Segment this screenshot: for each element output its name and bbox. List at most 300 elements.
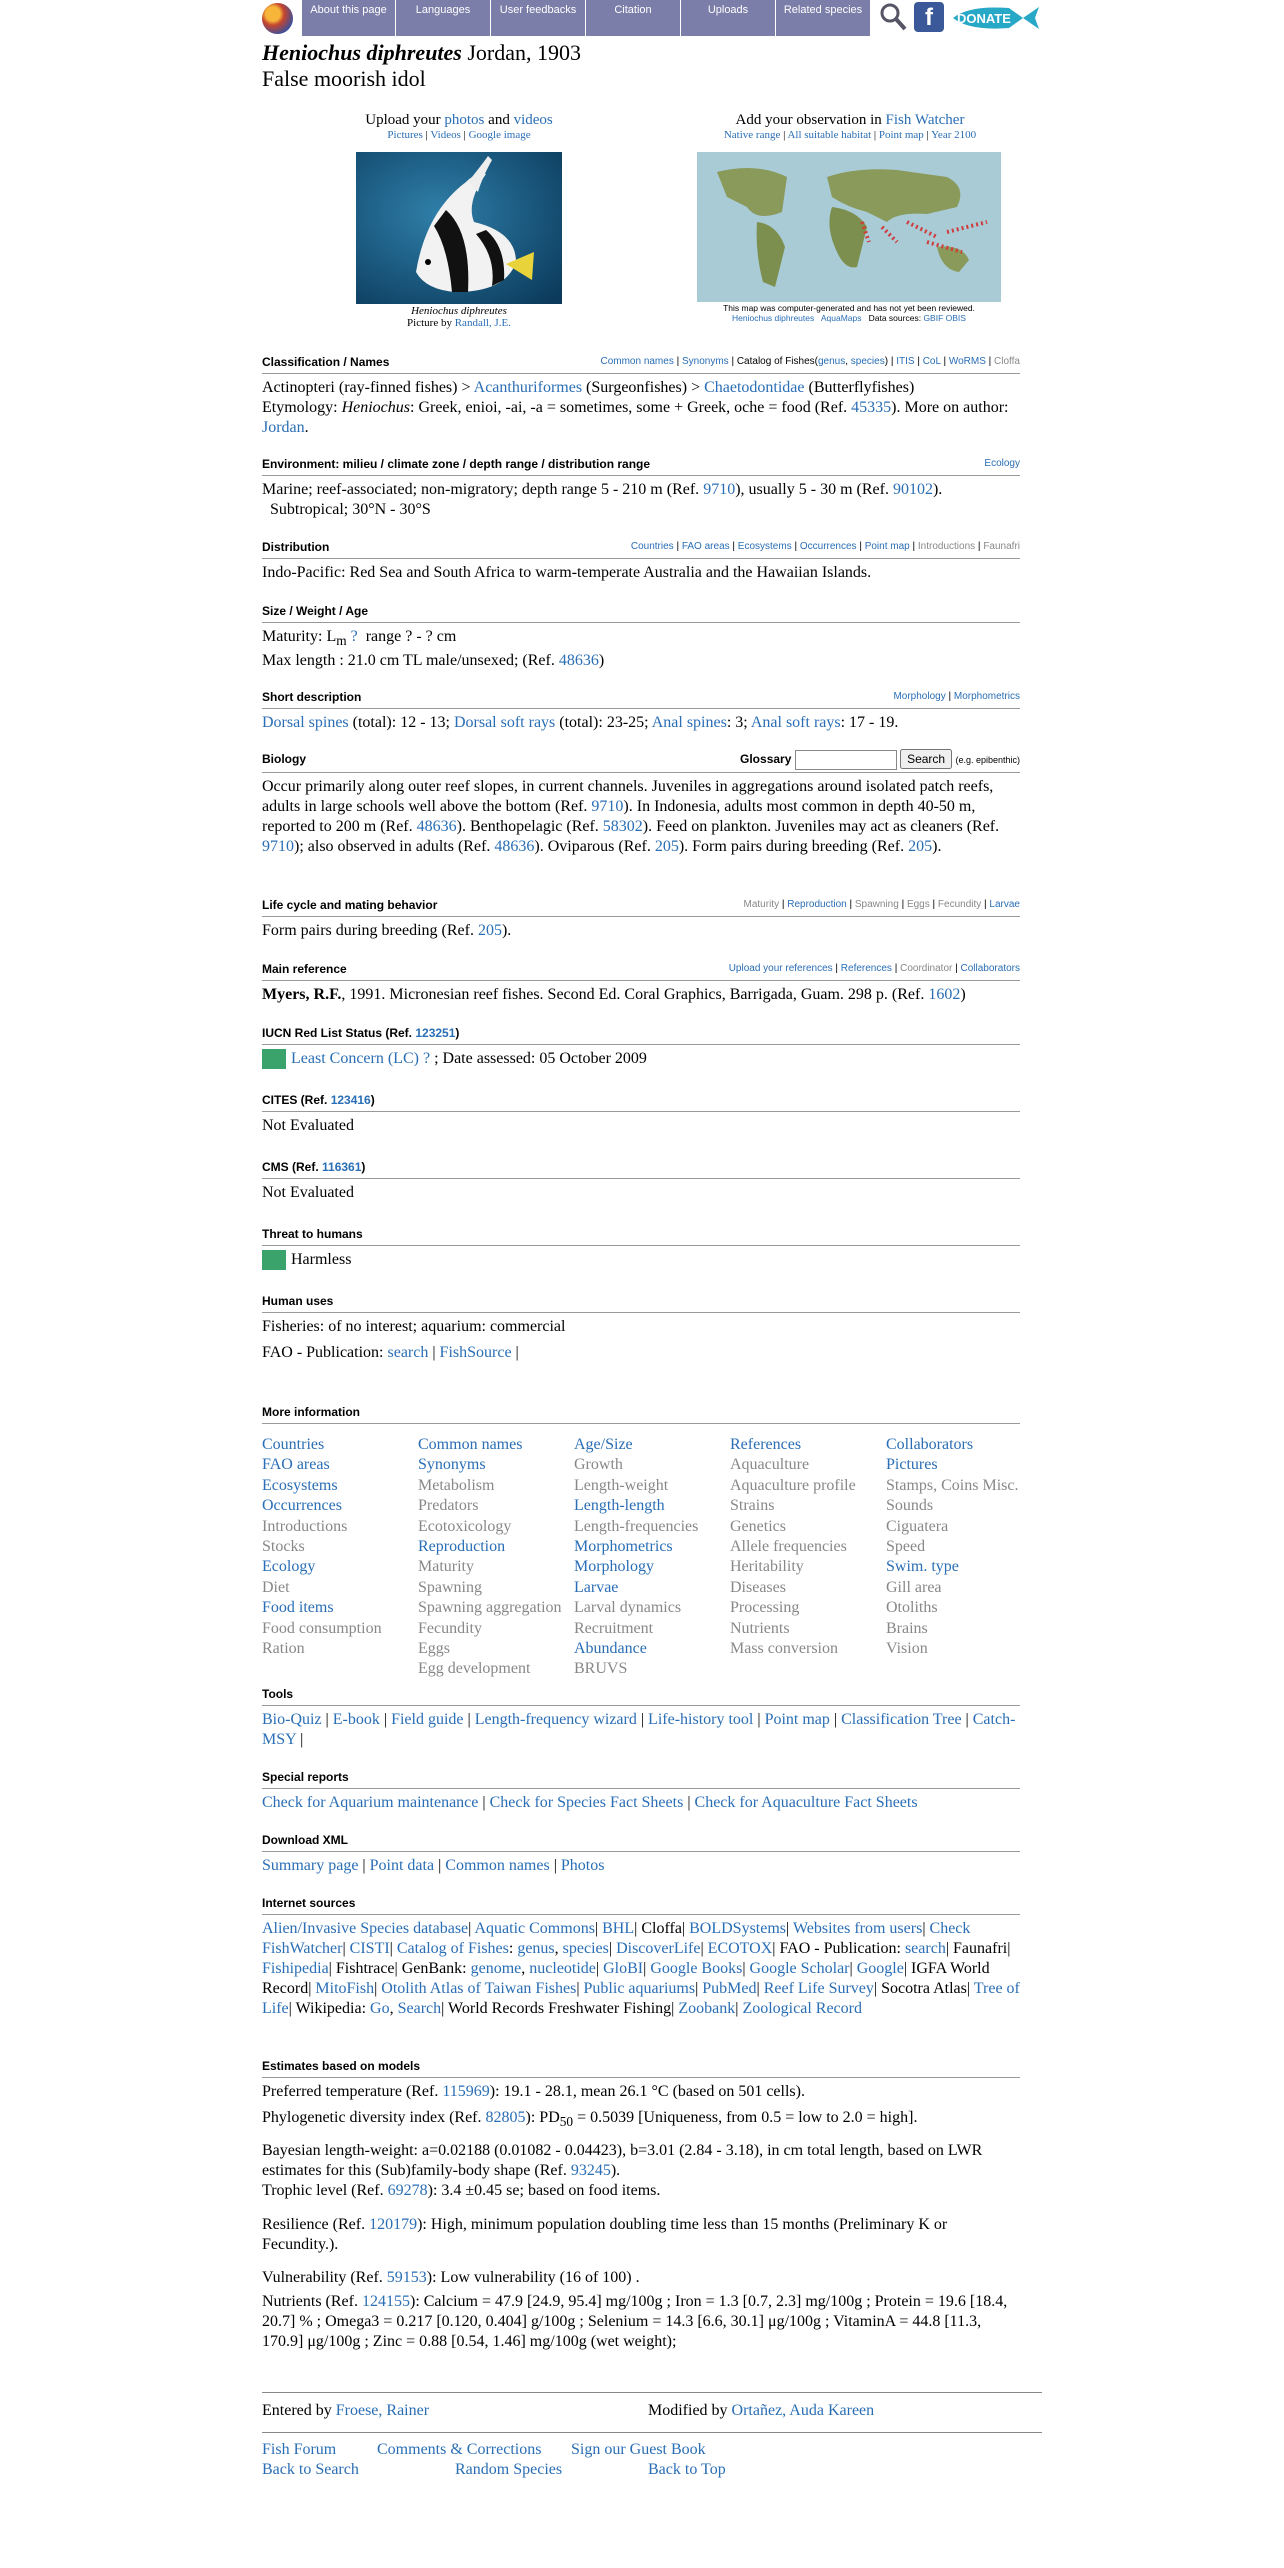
internet-source-text: FAO - Publication:: [779, 1940, 901, 1957]
bio-t2: ). In Indonesia, adults most common in depth 40-50 m, reported to 200 m (Ref.: [262, 798, 976, 835]
separator: |: [961, 1711, 973, 1728]
map-caption: [697, 303, 1001, 323]
classification-links: Common names | Synonyms | Catalog of Fishes(genus, species) | ITIS | CoL | WoRMS | Cloffa: [600, 356, 1020, 367]
col-link[interactable]: CoL: [922, 356, 941, 367]
order-link[interactable]: Acanthuriformes: [473, 379, 583, 396]
lc-text-b: ).: [501, 922, 512, 939]
modified-by-label: Modified by: [648, 2402, 728, 2419]
separator: |: [735, 2000, 739, 2017]
internet-source-text: World Records Freshwater Fishing: [448, 2000, 672, 2017]
tools-header: Tools: [262, 1687, 294, 1701]
internet-source-text: Socotra Atlas: [881, 1980, 967, 1997]
more-info-item[interactable]: Morphometrics: [574, 1538, 673, 1556]
more-info-item: Mass conversion: [730, 1640, 838, 1658]
fao-areas-link[interactable]: FAO areas: [681, 541, 730, 552]
fao-publication-label: FAO - Publication:: [262, 1344, 384, 1361]
bayes-a: Bayesian length-weight: a=0.02188 (0.01082 - 0.04423), b=3.01 (2.84 - 3.18), in cm total length, based on LWR estimates for this (Sub)family-body shape (Ref.: [262, 2142, 983, 2180]
more-info-item[interactable]: Collaborators: [886, 1436, 974, 1453]
bio-t3: ). Benthopelagic (Ref.: [456, 818, 599, 835]
tool-link[interactable]: Field guide: [391, 1711, 464, 1728]
more-info-item[interactable]: Larvae: [574, 1578, 619, 1596]
separator: |: [328, 1960, 332, 1977]
internet-source-link[interactable]: Search: [397, 2000, 442, 2017]
references-link[interactable]: References: [840, 963, 892, 974]
main-ref-body: [262, 985, 1020, 1005]
max-length-ref-link[interactable]: 48636: [558, 652, 599, 670]
glossary-search-button[interactable]: Search: [900, 749, 952, 769]
more-info-item[interactable]: Reproduction: [418, 1538, 506, 1556]
introductions-text: Introductions: [917, 541, 976, 552]
main-ref-header: Main reference: [262, 962, 347, 976]
page-title: [262, 40, 581, 92]
more-info-item[interactable]: Pictures: [886, 1456, 938, 1474]
guest-book-link[interactable]: Sign our Guest Book: [571, 2441, 706, 2458]
internet-source-link[interactable]: GloBI: [603, 1960, 644, 1977]
nav-about[interactable]: About this page: [302, 0, 396, 36]
tool-link[interactable]: Bio-Quiz: [262, 1711, 322, 1728]
internet-source-link[interactable]: species: [562, 1940, 609, 1957]
temp-ref-link[interactable]: 115969: [442, 2083, 490, 2100]
lc-spawning-text: Spawning: [854, 899, 899, 910]
dorsal-spines-link[interactable]: Dorsal spines: [262, 714, 349, 731]
human-uses-body: Fisheries: of no interest; aquarium: commercial FAO - Publication: search | FishSource |: [262, 1317, 1020, 1363]
classification-section: [262, 355, 1020, 438]
synonyms-link[interactable]: Synonyms: [681, 356, 729, 367]
photos-link[interactable]: photos: [444, 112, 485, 128]
tool-link[interactable]: Point map: [764, 1711, 830, 1728]
glossary-label: Glossary: [740, 752, 792, 766]
tool-link[interactable]: Length-frequency wizard: [474, 1711, 637, 1728]
internet-source-link[interactable]: MitoFish: [315, 1980, 375, 1997]
comments-corrections-link[interactable]: Comments & Corrections: [377, 2441, 542, 2458]
internet-header: Internet sources: [262, 1896, 356, 1910]
estimates-section: [262, 2059, 1020, 2352]
svg-text:DONATE: DONATE: [957, 11, 1011, 26]
glossary-example: (e.g. epibenthic): [955, 755, 1020, 765]
author-link[interactable]: Jordan: [262, 419, 305, 436]
separator: |: [394, 1960, 398, 1977]
bio-r6[interactable]: 205: [654, 838, 679, 855]
entered-by-link[interactable]: Froese, Rainer: [335, 2402, 430, 2419]
estimates-header: Estimates based on models: [262, 2059, 421, 2073]
xml-link[interactable]: Photos: [560, 1857, 605, 1874]
temp-a: Preferred temperature (Ref.: [262, 2083, 439, 2100]
dorsal-rays-value: (total): 23-25;: [559, 714, 649, 731]
environment-body: [262, 480, 1020, 520]
short-description-section: Short description Morphology | Morphometrics Dorsal spines (total): 12 - 13; Dorsal soft rays (total): 23-25; Anal spines: 3; Anal soft rays: 17 - 19.: [262, 690, 1020, 731]
tools-links: [262, 1710, 1020, 1750]
nav-uploads[interactable]: Uploads: [681, 0, 776, 36]
more-info-item: Heritability: [730, 1558, 804, 1576]
more-info-item: Metabolism: [418, 1476, 495, 1494]
separator: |: [683, 1794, 695, 1811]
internet-source-link[interactable]: search: [904, 1940, 946, 1957]
xml-link[interactable]: Point data: [369, 1857, 435, 1874]
cms-header-close: ): [361, 1160, 366, 1174]
more-info-item: Eggs: [418, 1640, 450, 1658]
more-info-item[interactable]: References: [730, 1436, 802, 1453]
more-info-item: Processing: [730, 1599, 800, 1617]
maturity-label: Maturity: L: [262, 628, 337, 645]
more-info-column: [574, 1435, 730, 1680]
more-info-item: Food consumption: [262, 1619, 382, 1637]
ecosystems-link[interactable]: Ecosystems: [737, 541, 792, 552]
more-info-item[interactable]: Swim. type: [886, 1558, 959, 1576]
internet-source-text: Fishtrace: [335, 1960, 395, 1977]
short-desc-body: [262, 713, 1020, 733]
more-info-item[interactable]: Countries: [262, 1436, 325, 1453]
donate-fish-icon[interactable]: [949, 3, 1041, 33]
internet-links: [262, 1919, 1020, 2019]
morphometrics-link[interactable]: Morphometrics: [953, 691, 1020, 702]
tool-link[interactable]: Classification Tree: [841, 1711, 962, 1728]
more-info-item: Maturity: [418, 1558, 474, 1576]
lc-ref-link[interactable]: 205: [477, 922, 502, 939]
nut-ref-link[interactable]: 124155: [361, 2293, 410, 2311]
nav-user-feedbacks[interactable]: User feedbacks: [491, 0, 586, 36]
bio-r1[interactable]: 9710: [591, 798, 624, 815]
separator: ,: [521, 1960, 526, 1977]
class-text-a: Actinopteri (ray-finned fishes) >: [262, 379, 471, 396]
iucn-ref-link[interactable]: 123251: [415, 1026, 456, 1040]
caption-author-link[interactable]: Randall, J.E.: [454, 317, 511, 329]
morphology-link[interactable]: Morphology: [893, 691, 946, 702]
cat-species-link[interactable]: species: [850, 356, 885, 367]
separator: |: [681, 1920, 686, 1937]
lc-larvae-link[interactable]: Larvae: [989, 899, 1020, 910]
lifecycle-header: Life cycle and mating behavior: [262, 898, 438, 912]
more-info-item: Predators: [418, 1497, 479, 1515]
internet-source-link[interactable]: genus: [517, 1940, 555, 1957]
more-info-item[interactable]: Occurrences: [262, 1497, 342, 1515]
separator: |: [643, 1960, 647, 1977]
internet-source-link[interactable]: Alien/Invasive Species database: [262, 1920, 469, 1937]
internet-source-link[interactable]: Google Books: [650, 1960, 743, 1977]
special-report-link[interactable]: Check for Aquaculture Fact Sheets: [694, 1794, 918, 1811]
separator: |: [576, 1980, 580, 1997]
observation-prefix: Add your observation in: [735, 112, 882, 128]
videos-link[interactable]: videos: [513, 112, 553, 128]
more-info-item[interactable]: Length-length: [574, 1497, 665, 1515]
bio-r5[interactable]: 48636: [494, 838, 535, 855]
observation-block: Add your observation in Fish Watcher Native range | All suitable habitat | Point map | Year 2100: [723, 112, 977, 141]
phylo-line: [262, 2108, 1020, 2132]
internet-source-text: IGFA World Record: [262, 1960, 990, 1997]
bio-t4: ). Feed on plankton. Juveniles may act as cleaners (Ref.: [642, 818, 1000, 835]
main-ref-end: ): [960, 986, 966, 1003]
special-report-link[interactable]: Check for Aquarium maintenance: [262, 1794, 479, 1811]
res-ref-link[interactable]: 120179: [369, 2216, 418, 2234]
fishwatcher-link[interactable]: Fish Watcher: [885, 112, 965, 128]
cms-text: Not Evaluated: [262, 1184, 354, 1201]
iucn-date: ; Date assessed: 05 October 2009: [434, 1050, 647, 1067]
videos-sub-link[interactable]: Videos: [430, 129, 461, 141]
internet-source-link[interactable]: BOLDSystems: [689, 1920, 787, 1937]
species-photo[interactable]: [356, 152, 562, 304]
iucn-help-link[interactable]: ?: [422, 1050, 431, 1067]
more-info-column: [730, 1435, 886, 1659]
aquamaps-link[interactable]: AquaMaps: [820, 313, 862, 323]
separator: |: [700, 1940, 704, 1957]
bio-r2[interactable]: 48636: [416, 818, 457, 835]
xml-link[interactable]: Summary page: [262, 1857, 359, 1874]
separator: |: [595, 1960, 600, 1977]
more-info-item: Fecundity: [418, 1619, 482, 1637]
separator: |: [753, 1711, 765, 1728]
env-ref2-link[interactable]: 90102: [892, 481, 933, 498]
main-ref-text: , 1991. Micronesian reef fishes. Second Ed. Coral Graphics, Barrigada, Guam. 298 p. (Ref.: [341, 986, 925, 1003]
footer-divider-bottom: [262, 2432, 1042, 2433]
internet-source-link[interactable]: DiscoverLife: [616, 1940, 701, 1957]
internet-source-link[interactable]: Google: [856, 1960, 904, 1977]
xml-link[interactable]: Common names: [445, 1857, 550, 1874]
gbif-link[interactable]: GBIF: [923, 313, 944, 323]
coordinator-text: Coordinator: [900, 963, 953, 974]
back-to-search-link[interactable]: Back to Search: [262, 2461, 359, 2478]
iucn-status-link[interactable]: Least Concern (LC): [291, 1050, 419, 1067]
internet-source-link[interactable]: Catalog of Fishes: [396, 1940, 509, 1957]
cat-genus-link[interactable]: genus: [817, 356, 846, 367]
tool-link[interactable]: Life-history tool: [648, 1711, 754, 1728]
tool-link[interactable]: Catch-MSY: [262, 1711, 1016, 1748]
lc-text-a: Form pairs during breeding (Ref.: [262, 922, 474, 939]
more-info-item[interactable]: Abundance: [574, 1640, 647, 1658]
bio-t8: ).: [932, 838, 942, 855]
more-info-item[interactable]: Ecology: [262, 1558, 316, 1576]
threat-header: Threat to humans: [262, 1227, 363, 1241]
cites-ref-link[interactable]: 123416: [330, 1093, 371, 1107]
itis-link[interactable]: ITIS: [896, 356, 915, 367]
lifecycle-section: Life cycle and mating behavior Maturity | Reproduction | Spawning | Eggs | Fecundity | Larvae Form pairs during breeding (Ref. 205).: [262, 898, 1020, 939]
biology-header: Biology: [262, 752, 306, 766]
native-range-link[interactable]: Native range: [723, 129, 781, 141]
nutrients-line: [262, 2292, 1020, 2352]
xml-header: Download XML: [262, 1833, 348, 1847]
tool-link[interactable]: E-book: [332, 1711, 380, 1728]
common-names-link[interactable]: Common names: [600, 356, 674, 367]
more-info-column: [262, 1435, 418, 1659]
internet-source-link[interactable]: Google Scholar: [749, 1960, 850, 1977]
internet-source-link[interactable]: Go: [370, 2000, 390, 2017]
more-info-item[interactable]: Ecosystems: [262, 1476, 338, 1494]
internet-source-link[interactable]: Websites from users: [792, 1920, 923, 1937]
vul-b: ): Low vulnerability (16 of 100) .: [426, 2269, 640, 2287]
internet-source-link[interactable]: nucleotide: [529, 1960, 596, 1977]
res-a: Resilience (Ref.: [262, 2216, 366, 2234]
nut-b: ): Calcium = 47.9 [24.9, 95.4] mg/100g ; Iron = 1.3 [0.7, 2.3] mg/100g ; Protein = 19.6 [18.4, 20.7] % ; Omega3 = 0.217 [0.120, 0.404] g/100g ; Selenium = 14.3 [6.6, 30.1] μg/100g ; VitaminA = 44.8 [11.3, 170.9] μg/100g ; Zinc = 0.88 [0.54, 1.46] mg/100g (wet weight);: [262, 2293, 1008, 2351]
nut-a: Nutrients (Ref.: [262, 2293, 358, 2311]
download-xml-section: [262, 1833, 1020, 1876]
internet-source-link[interactable]: Tree of Life: [262, 1980, 1020, 2017]
phylo-ref-link[interactable]: 82805: [485, 2109, 526, 2126]
year-2100-link[interactable]: Year 2100: [931, 129, 977, 141]
troph-ref-link[interactable]: 69278: [387, 2182, 428, 2200]
more-info-item[interactable]: Common names: [418, 1436, 523, 1453]
google-image-link[interactable]: Google image: [468, 129, 531, 141]
family-link[interactable]: Chaetodontidae: [704, 379, 805, 396]
glossary-input[interactable]: [795, 750, 897, 770]
obis-link[interactable]: OBIS: [945, 313, 966, 323]
worms-link[interactable]: WoRMS: [948, 356, 986, 367]
anal-rays-link[interactable]: Anal soft rays: [750, 714, 841, 731]
lc-fecundity-text: Fecundity: [937, 899, 982, 910]
dorsal-rays-link[interactable]: Dorsal soft rays: [453, 714, 556, 731]
bayes-ref-link[interactable]: 93245: [570, 2162, 611, 2180]
size-header: Size / Weight / Age: [262, 604, 369, 618]
modified-by-link[interactable]: Ortañez, Auda Kareen: [731, 2402, 875, 2419]
more-info-item: Aquaculture profile: [730, 1476, 856, 1494]
ecology-link[interactable]: Ecology: [984, 458, 1020, 469]
more-info-item: Larval dynamics: [574, 1599, 682, 1617]
internet-source-link[interactable]: Fishipedia: [262, 1960, 329, 1977]
more-info-item[interactable]: Food items: [262, 1599, 334, 1617]
internet-source-link[interactable]: Public aquariums: [583, 1980, 696, 1997]
distribution-section: Distribution Countries | FAO areas | Ecosystems | Occurrences | Point map | Introductions | Faunafri Indo-Pacific: Red Sea and South Africa to warm-temperate Australia and the Hawaiian Islands.: [262, 540, 1020, 581]
anal-spines-link[interactable]: Anal spines: [651, 714, 727, 731]
maturity-sub: m: [336, 633, 347, 649]
separator: |: [922, 1920, 926, 1937]
distribution-header: Distribution: [262, 540, 330, 554]
modified-by: [648, 2402, 874, 2420]
back-to-top-link[interactable]: Back to Top: [648, 2461, 726, 2478]
internet-source-link[interactable]: Check FishWatcher: [262, 1920, 971, 1957]
etymology-ref-link[interactable]: 45335: [851, 399, 892, 416]
trophic-line: [262, 2181, 1020, 2201]
separator: |: [849, 1960, 853, 1977]
internet-source-link[interactable]: Zoological Record: [742, 2000, 862, 2017]
vul-ref-link[interactable]: 59153: [386, 2269, 427, 2287]
separator: |: [549, 1857, 561, 1874]
pictures-link[interactable]: Pictures: [387, 129, 423, 141]
more-info-item: Introductions: [262, 1517, 348, 1535]
footer-divider-top: [262, 2392, 1042, 2393]
env-text-b: ), usually 5 - 30 m (Ref.: [735, 481, 889, 498]
separator: ,: [554, 1940, 559, 1957]
special-report-link[interactable]: Check for Species Fact Sheets: [489, 1794, 684, 1811]
nav-languages[interactable]: Languages: [396, 0, 491, 36]
internet-source-link[interactable]: genome: [470, 1960, 522, 1977]
internet-source-link[interactable]: BHL: [602, 1920, 635, 1937]
environment-section: [262, 457, 1020, 520]
facebook-icon[interactable]: f: [914, 2, 944, 32]
anal-rays-value: : 17 - 19.: [840, 714, 899, 731]
maturity-range: range ? - ? cm: [365, 628, 457, 645]
estimates-body: [262, 2082, 1020, 2352]
size-section: [262, 604, 1020, 671]
separator: |: [829, 1711, 842, 1728]
separator: |: [374, 1980, 378, 1997]
internet-source-link[interactable]: PubMed: [702, 1980, 757, 1997]
internet-source-link[interactable]: ECOTOX: [707, 1940, 773, 1957]
cites-header: CITES (Ref.: [262, 1093, 328, 1107]
lc-reproduction-link[interactable]: Reproduction: [787, 899, 847, 910]
suitable-habitat-link[interactable]: All suitable habitat: [787, 129, 872, 141]
internet-source-link[interactable]: Otolith Atlas of Taiwan Fishes: [381, 1980, 577, 1997]
upload-prefix: Upload your: [365, 112, 441, 128]
separator: |: [478, 1794, 490, 1811]
fish-forum-link[interactable]: Fish Forum: [262, 2441, 337, 2458]
more-info-item: Otoliths: [886, 1599, 938, 1617]
separator: |: [636, 1711, 649, 1728]
internet-sources-section: [262, 1896, 1020, 2019]
special-links: [262, 1793, 1020, 1813]
separator: |: [389, 1940, 393, 1957]
separator: |: [945, 1940, 950, 1957]
more-info-item: Genetics: [730, 1517, 786, 1535]
internet-source-link[interactable]: CISTI: [349, 1940, 390, 1957]
internet-source-link[interactable]: Aquatic Commons: [474, 1920, 595, 1937]
environment-header: Environment: milieu / climate zone / depth range / distribution range: [262, 457, 651, 471]
short-desc-header: Short description: [262, 690, 362, 704]
temperature-line: [262, 2082, 1020, 2102]
cms-section: [262, 1160, 1020, 1203]
more-info-item[interactable]: Age/Size: [574, 1436, 633, 1453]
internet-source-link[interactable]: Reef Life Survey: [763, 1980, 874, 1997]
occurrences-link[interactable]: Occurrences: [799, 541, 857, 552]
fishsource-link[interactable]: FishSource: [439, 1344, 512, 1361]
cms-ref-link[interactable]: 116361: [322, 1160, 362, 1174]
bio-r4[interactable]: 9710: [262, 838, 294, 855]
dist-point-map-link[interactable]: Point map: [864, 541, 910, 552]
bio-r3[interactable]: 58302: [602, 818, 643, 835]
upload-references-link[interactable]: Upload your references: [728, 963, 833, 974]
maturity-help-link[interactable]: ?: [350, 628, 358, 645]
point-map-link[interactable]: Point map: [878, 129, 924, 141]
map-species-link[interactable]: Heniochus diphreutes: [732, 313, 815, 323]
fao-search-link[interactable]: search: [387, 1344, 429, 1361]
env-text-d: Subtropical; 30°N - 30°S: [270, 501, 431, 518]
more-info-item: Growth: [574, 1456, 623, 1474]
etymology-text: : Greek, enioi, -ai, -a = sometimes, some + Greek, oche = food (Ref.: [410, 399, 848, 416]
more-info-item[interactable]: Morphology: [574, 1558, 654, 1576]
separator: |: [671, 2000, 675, 2017]
nav-citation[interactable]: Citation: [586, 0, 681, 36]
random-species-link[interactable]: Random Species: [455, 2461, 563, 2478]
phylo-sub: 50: [559, 2114, 574, 2130]
caption-species: Heniochus diphreutes: [411, 305, 507, 317]
entered-by-label: Entered by: [262, 2402, 332, 2419]
more-info-item: Spawning aggregation: [418, 1599, 562, 1617]
common-name: False moorish idol: [262, 66, 426, 91]
separator: |: [308, 1980, 312, 1997]
etymology-label: Etymology:: [262, 399, 338, 416]
main-ref-link[interactable]: 1602: [928, 986, 961, 1003]
separator: |: [434, 1857, 446, 1874]
phylo-c: = 0.5039 [Uniqueness, from 0.5 = low to 2.0 = high].: [573, 2109, 918, 2126]
internet-source-link[interactable]: Zoobank: [678, 2000, 736, 2017]
more-info-item: Spawning: [418, 1578, 482, 1596]
phylo-a: Phylogenetic diversity index (Ref.: [262, 2109, 482, 2126]
distribution-map[interactable]: [697, 152, 1001, 302]
separator: |: [463, 1711, 475, 1728]
search-icon[interactable]: [877, 1, 909, 33]
nav-related-species[interactable]: Related species: [776, 0, 871, 36]
separator: |: [873, 1980, 878, 1997]
bio-r7[interactable]: 205: [908, 838, 933, 855]
more-info-item[interactable]: Synonyms: [418, 1456, 486, 1474]
countries-link[interactable]: Countries: [630, 541, 674, 552]
separator: |: [594, 1920, 599, 1937]
separator: |: [634, 1920, 638, 1937]
separator: |: [786, 1920, 790, 1937]
collaborators-link[interactable]: Collaborators: [960, 963, 1020, 974]
fishbase-logo-icon[interactable]: [262, 3, 293, 34]
more-info-item[interactable]: FAO areas: [262, 1456, 330, 1474]
cites-header-close: ): [370, 1093, 375, 1107]
more-info-item: Length-weight: [574, 1476, 669, 1494]
bio-t6: ). Oviparous (Ref.: [534, 838, 651, 855]
env-ref1-link[interactable]: 9710: [703, 481, 736, 498]
